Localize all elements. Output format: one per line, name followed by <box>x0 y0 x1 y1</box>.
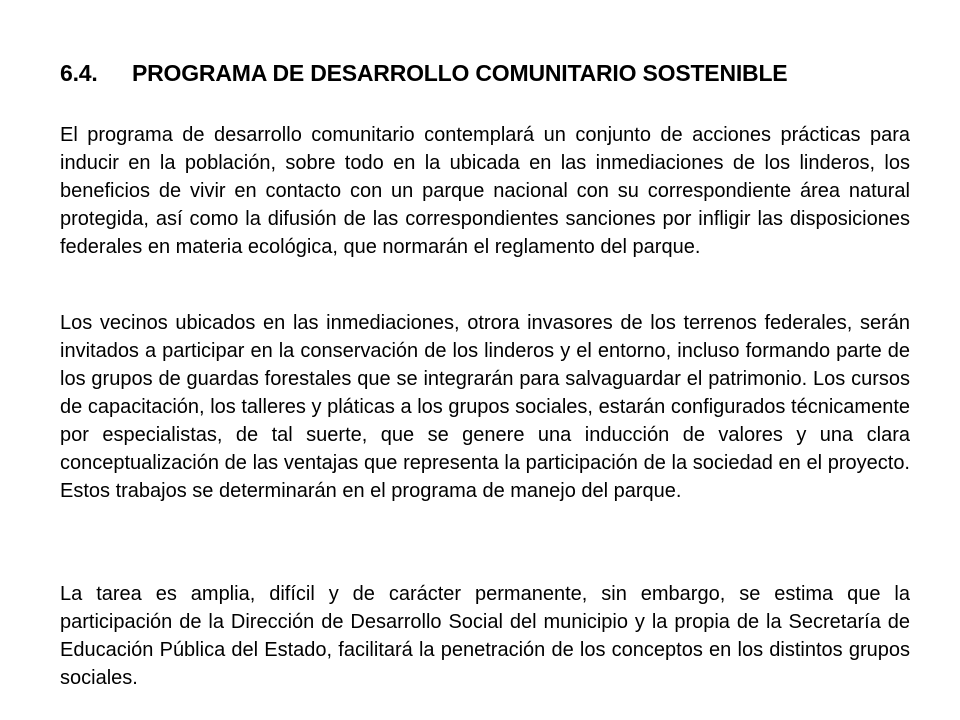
section-title: PROGRAMA DE DESARROLLO COMUNITARIO SOSTENIBLE <box>132 60 788 86</box>
section-heading <box>60 58 920 88</box>
section-number: 6.4. <box>60 60 98 86</box>
paragraph-2: Los vecinos ubicados en las inmediaciones, otrora invasores de los terrenos federales, serán invitados a participar en la conservación de los linderos y el entorno, incluso formando parte de los grupos de guardas forestales que se integrarán para salvaguardar el patrimonio. Los cursos de capacitación, los talleres y pláticas a los grupos sociales, estarán configurados técnicamente por especialistas, de tal suerte, que se genere una inducción de valores y una clara conceptualización de las ventajas que representa la participación de la sociedad en el proyecto. Estos trabajos se determinarán en el programa de manejo del parque. <box>60 312 910 502</box>
document-page <box>60 0 920 720</box>
paragraph-1: El programa de desarrollo comunitario contemplará un conjunto de acciones prácticas para inducir en la población, sobre todo en la ubicada en las inmediaciones de los linderos, los beneficios de vivir en contacto con un parque nacional con su correspondiente área natural protegida, así como la difusión de las correspondientes sanciones por infligir las disposiciones federales en materia ecológica, que normarán el reglamento del parque. <box>60 124 910 258</box>
paragraph-3: La tarea es amplia, difícil y de carácter permanente, sin embargo, se estima que la participación de la Dirección de Desarrollo Social del municipio y la propia de la Secretaría de Educación Pública del Estado, facilitará la penetración de los conceptos en los distintos grupos sociales. <box>60 583 910 689</box>
